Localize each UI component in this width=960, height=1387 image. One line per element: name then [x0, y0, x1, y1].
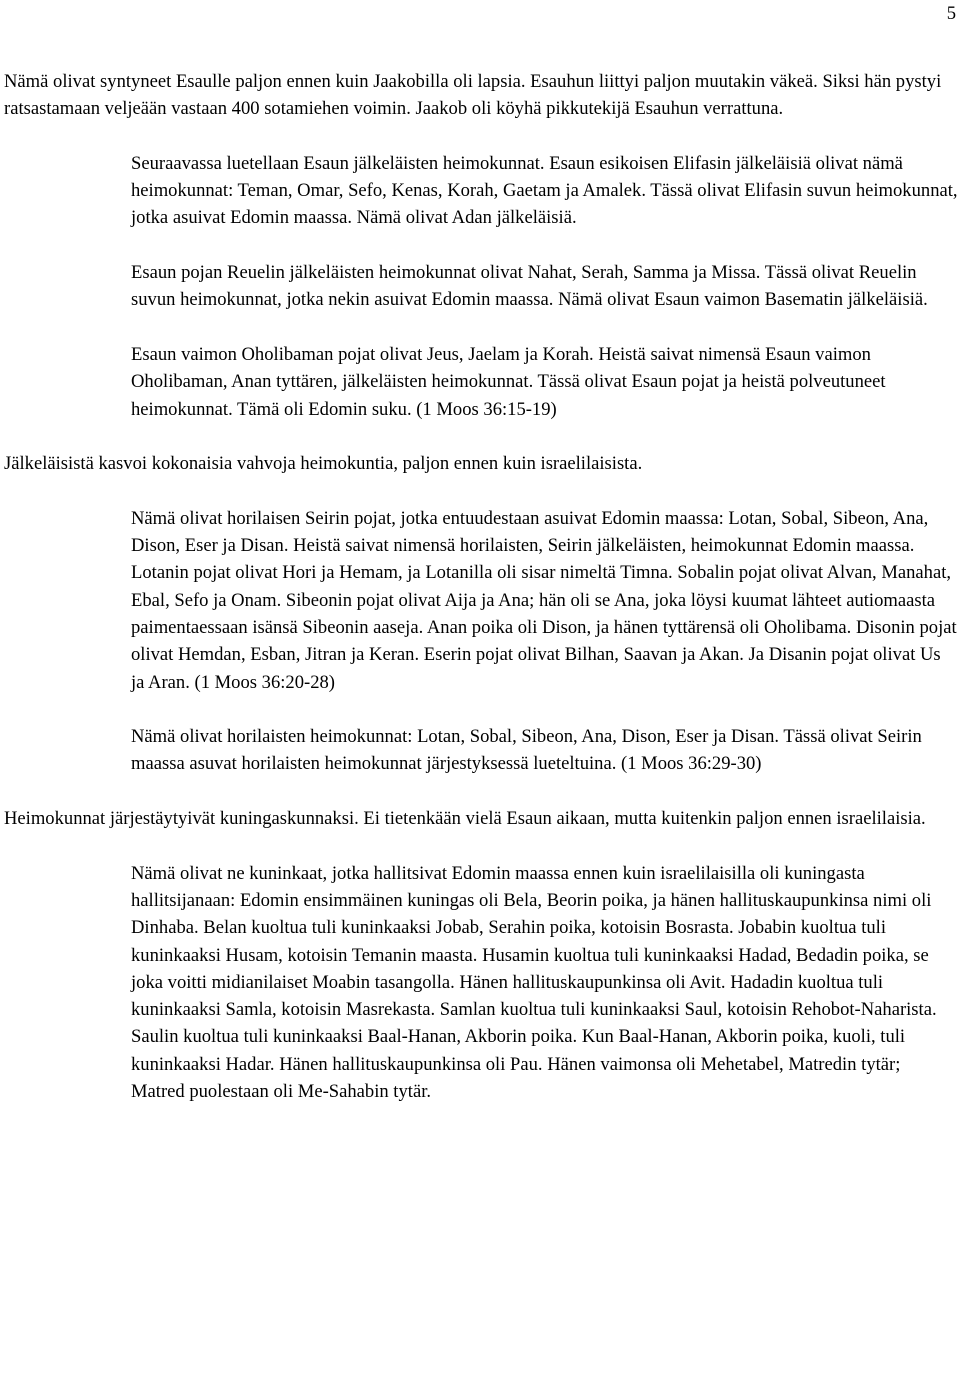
paragraph-3: Esaun pojan Reuelin jälkeläisten heimokunnat olivat Nahat, Serah, Samma ja Missa. Tässä olivat Reuelin suvun heimokunnat, jotka nekin asuivat Edomin maassa. Nämä olivat Esaun vaimon Basematin jälkeläisiä. [131, 262, 928, 311]
paragraph-2: Seuraavassa luetellaan Esaun jälkeläisten heimokunnat. Esaun esikoisen Elifasin jälkeläisiä olivat nämä heimokunnat: Teman, Omar, Sefo, Kenas, Korah, Gaetam ja Amalek. Tässä olivat Elifasin suvun heimokunnat, jotka asuivat Edomin maassa. Nämä olivat Adan jälkeläisiä. [131, 152, 958, 229]
document-body [4, 68, 958, 1105]
paragraph-6: Nämä olivat horilaisen Seirin pojat, jotka entuudestaan asuivat Edomin maassa: Lotan, Sobal, Sibeon, Ana, Dison, Eser ja Disan. Heistä saivat nimensä horilaisten, Seirin jälkeläisten, heimokunnat Edomin maassa. Lotanin pojat olivat Hori ja Hemam, ja Lotanilla oli sisar nimeltä Timna. Sobalin pojat olivat Alvan, Manahat, Ebal, Sefo ja Onam. Sibeonin pojat olivat Aija ja Ana; hän oli se Ana, joka löysi kuumat lähteet autiomaasta paimentaessaan isänsä Sibeonin aaseja. Anan poika oli Dison, ja hänen tyttärensä oli Oholibama. Disonin pojat olivat Hemdan, Esban, Jitran ja Keran. Eserin pojat olivat Bilhan, Saavan ja Akan. Ja Disanin pojat olivat Us ja Aran. (1 Moos 36:20-28) [131, 507, 957, 693]
paragraph-9: Nämä olivat ne kuninkaat, jotka hallitsivat Edomin maassa ennen kuin israelilaisilla oli kuningasta hallitsijanaan: Edomin ensimmäinen kuningas oli Bela, Beorin poika, ja hänen hallituskaupunkinsa nimi oli Dinhaba. Belan kuoltua tuli kuninkaaksi Jobab, Serahin poika, kotoisin Bosrasta. Jobabin kuoltua tuli kuninkaaksi Husam, kotoisin Temanin maasta. Husamin kuoltua tuli kuninkaaksi Hadad, Bedadin poika, se joka voitti midianilaiset Moabin tasangolla. Hänen hallituskaupunkinsa oli Avit. Hadadin kuoltua tuli kuninkaaksi Samla, kotoisin Masrekasta. Samlan kuoltua tuli kuninkaaksi Saul, kotoisin Rehobot-Naharista. Saulin kuoltua tuli kuninkaaksi Baal-Hanan, Akborin poika. Kun Baal-Hanan, Akborin poika, kuoli, tuli kuninkaaksi Hadar. Hänen hallituskaupunkinsa oli Pau. Hänen vaimonsa oli Mehetabel, Matredin tytär; Matred puolestaan oli Me-Sahabin tytär. [131, 862, 937, 1102]
page-number: 5 [946, 3, 956, 24]
paragraph-5: Jälkeläisistä kasvoi kokonaisia vahvoja heimokuntia, paljon ennen kuin israelilaisista. [4, 453, 643, 475]
paragraph-1: Nämä olivat syntyneet Esaulle paljon ennen kuin Jaakobilla oli lapsia. Esauhun liittyi paljon muutakin väkeä. Siksi hän pystyi ratsastamaan veljeään vastaan 400 sotamiehen voimin. Jaakob oli köyhä pikkutekijä Esauhun verrattuna. [4, 71, 942, 120]
paragraph-4: Esaun vaimon Oholibaman pojat olivat Jeus, Jaelam ja Korah. Heistä saivat nimensä Esaun vaimon Oholibaman, Anan tyttären, jälkeläisten heimokunnat. Tässä olivat Esaun pojat ja heistä polveutuneet heimokunnat. Tämä oli Edomin suku. (1 Moos 36:15-19) [131, 343, 886, 420]
paragraph-7: Nämä olivat horilaisten heimokunnat: Lotan, Sobal, Sibeon, Ana, Dison, Eser ja Disan. Tässä olivat Seirin maassa asuvat horilaisten heimokunnat järjestyksessä lueteltuina. (1 Moos 36:29-30) [131, 726, 922, 775]
paragraph-8: Heimokunnat järjestäytyivät kuningaskunnaksi. Ei tietenkään vielä Esaun aikaan, mutta kuitenkin paljon ennen israelilaisia. [4, 808, 926, 830]
